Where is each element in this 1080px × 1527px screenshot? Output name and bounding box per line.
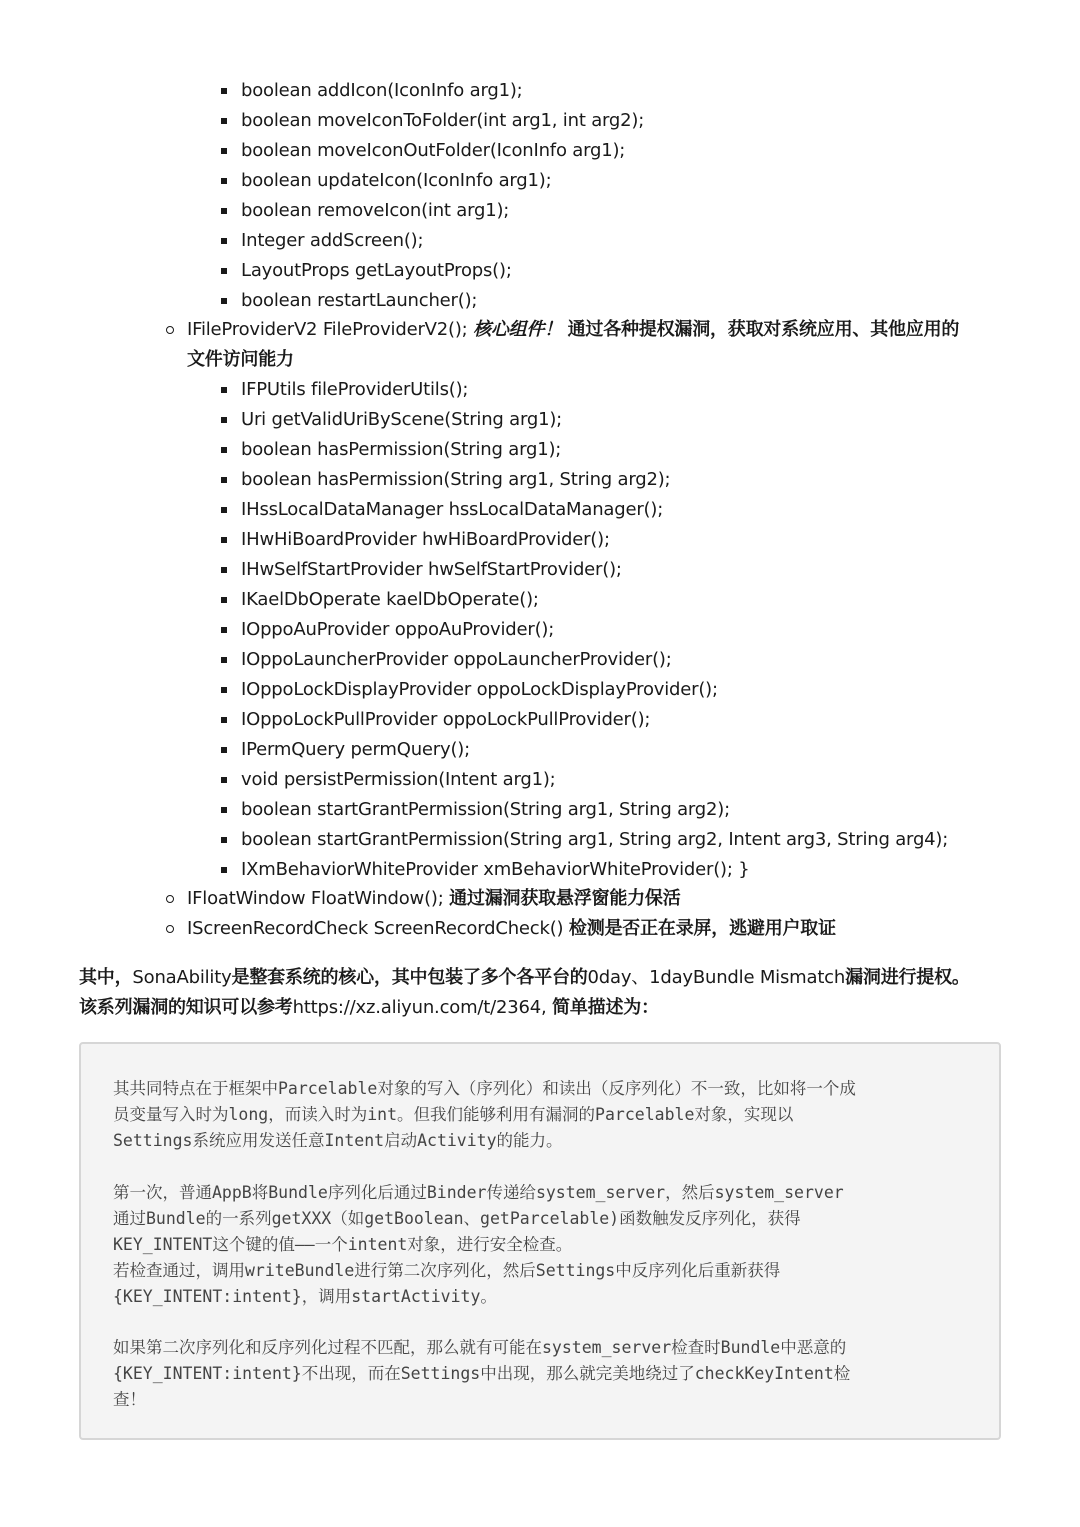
reference-link[interactable]: https://xz.aliyun.com/t/2364, bbox=[292, 997, 547, 1018]
quote-line: {KEY_INTENT:intent}，调用startActivity。 bbox=[113, 1287, 497, 1306]
fileprovider-desc-cont: 文件访问能力 bbox=[187, 349, 294, 370]
summary-text: 其中， bbox=[79, 967, 133, 988]
list-item: Uri getValidUriByScene(String arg1); bbox=[241, 409, 563, 430]
quote-line: 若检查通过，调用writeBundle进行第二次序列化，然后Settings中反序列化后重新获得 bbox=[113, 1261, 781, 1280]
list-item: boolean removeIcon(int arg1); bbox=[241, 200, 510, 221]
list-item: IOppoAuProvider oppoAuProvider(); bbox=[241, 619, 555, 640]
list-item: IHwSelfStartProvider hwSelfStartProvider(); bbox=[241, 559, 622, 580]
quote-block bbox=[79, 1042, 1001, 1440]
summary-text: SonaAbility bbox=[132, 967, 232, 988]
quote-line: Settings系统应用发送任意Intent启动Activity的能力。 bbox=[113, 1131, 563, 1150]
summary-text: 简单描述为： bbox=[552, 997, 659, 1018]
summary-paragraph bbox=[79, 963, 1019, 1023]
list-item: IOppoLockDisplayProvider oppoLockDisplayProvider(); bbox=[241, 679, 718, 700]
summary-text: 是整套系统的核心，其中包装了多个各平台的 bbox=[231, 967, 588, 988]
list-item: IHssLocalDataManager hssLocalDataManager(); bbox=[241, 499, 664, 520]
quote-line: 第一次，普通AppB将Bundle序列化后通过Binder传递给system_server，然后system_server bbox=[113, 1183, 844, 1202]
list-item: IFPUtils fileProviderUtils(); bbox=[241, 379, 469, 400]
list-item: Integer addScreen(); bbox=[241, 230, 424, 251]
floatwindow-code: IFloatWindow FloatWindow(); bbox=[187, 888, 444, 909]
list-item: IKaelDbOperate kaelDbOperate(); bbox=[241, 589, 539, 610]
quote-line: 查！ bbox=[113, 1390, 146, 1409]
list-item: boolean startGrantPermission(String arg1, String arg2, Intent arg3, String arg4); bbox=[241, 829, 949, 850]
quote-line: 如果第二次序列化和反序列化过程不匹配，那么就有可能在system_server检查时Bundle中恶意的 bbox=[113, 1338, 847, 1357]
list-item: boolean hasPermission(String arg1); bbox=[241, 439, 562, 460]
list-item: void persistPermission(Intent arg1); bbox=[241, 769, 556, 790]
quote-line: 员变量写入时为long，而读入时为int。但我们能够利用有漏洞的Parcelable对象，实现以 bbox=[113, 1105, 794, 1124]
list-item: IOppoLauncherProvider oppoLauncherProvider(); bbox=[241, 649, 672, 670]
screenrecord-desc: 检测是否正在录屏，逃避用户取证 bbox=[568, 918, 836, 939]
list-item: IPermQuery permQuery(); bbox=[241, 739, 470, 760]
list-item: IXmBehaviorWhiteProvider xmBehaviorWhiteProvider(); } bbox=[241, 859, 750, 880]
screenrecord-code: IScreenRecordCheck ScreenRecordCheck() bbox=[187, 918, 564, 939]
quote-line: {KEY_INTENT:intent}不出现，而在Settings中出现，那么就完美地绕过了checkKeyIntent检 bbox=[113, 1364, 851, 1383]
list-item: boolean moveIconOutFolder(IconInfo arg1); bbox=[241, 140, 626, 161]
list-item: boolean addIcon(IconInfo arg1); bbox=[241, 80, 523, 101]
list-item: LayoutProps getLayoutProps(); bbox=[241, 260, 512, 281]
fileprovider-item bbox=[187, 315, 1007, 375]
fileprovider-code: IFileProviderV2 FileProviderV2(); bbox=[187, 319, 468, 340]
fileprovider-emphasis: 核心组件！ bbox=[473, 319, 563, 340]
list-item: boolean startGrantPermission(String arg1, String arg2); bbox=[241, 799, 730, 820]
screenrecord-item bbox=[187, 914, 1007, 944]
list-item: IHwHiBoardProvider hwHiBoardProvider(); bbox=[241, 529, 610, 550]
list-item: IOppoLockPullProvider oppoLockPullProvider(); bbox=[241, 709, 651, 730]
list-item: boolean updateIcon(IconInfo arg1); bbox=[241, 170, 552, 191]
list-item: boolean moveIconToFolder(int arg1, int arg2); bbox=[241, 110, 645, 131]
list-item: boolean hasPermission(String arg1, String arg2); bbox=[241, 469, 671, 490]
summary-text: 漏洞进行提权。 bbox=[845, 967, 970, 988]
list-item: boolean restartLauncher(); bbox=[241, 290, 478, 311]
fileprovider-desc: 通过各种提权漏洞，获取对系统应用、其他应用的 bbox=[567, 319, 960, 340]
floatwindow-item bbox=[187, 884, 1007, 914]
quote-line: KEY_INTENT这个键的值——一个intent对象，进行安全检查。 bbox=[113, 1235, 573, 1254]
quote-line: 其共同特点在于框架中Parcelable对象的写入（序列化）和读出（反序列化）不一致，比如将一个成 bbox=[113, 1079, 856, 1098]
floatwindow-desc: 通过漏洞获取悬浮窗能力保活 bbox=[449, 888, 681, 909]
summary-text: 该系列漏洞的知识可以参考 bbox=[79, 997, 293, 1018]
quote-line: 通过Bundle的一系列getXXX（如getBoolean、getParcelable)函数触发反序列化，获得 bbox=[113, 1209, 801, 1228]
summary-text: 0day、1dayBundle Mismatch bbox=[587, 967, 846, 988]
